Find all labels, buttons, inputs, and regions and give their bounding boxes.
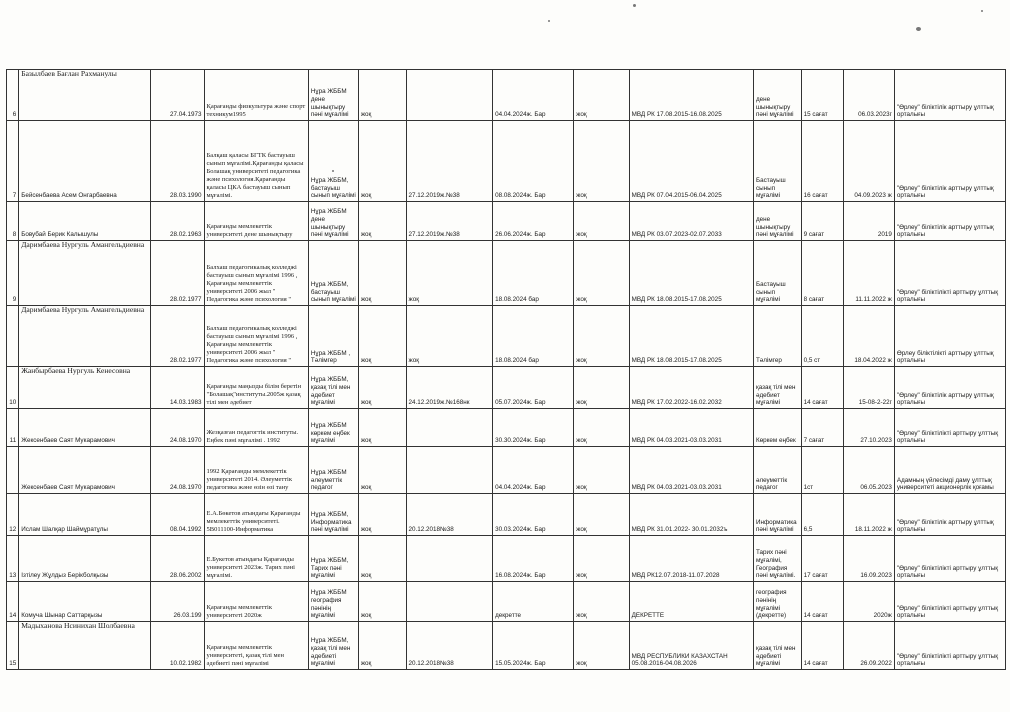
category-cell: жоқ xyxy=(358,70,406,121)
position-cell: Нұра ЖББМ, қазақ тілі мен әдебиеті мұғалімі xyxy=(308,622,358,670)
employee-name-cell xyxy=(19,367,151,409)
employee-name-cell xyxy=(19,582,151,622)
table-row xyxy=(7,306,1006,367)
position-cell: Нұра ЖББМ, бастауыш сынып мұғалімі xyxy=(308,121,358,202)
workload-cell: 9 сағат xyxy=(801,202,843,241)
employee-name-top: Даримбаева Нургуль Амангельдиевна xyxy=(21,305,145,314)
employee-name-bottom: Бейсенбаева Асем Онгарбаевна xyxy=(21,192,117,200)
employee-name-bottom: Ізтілеу Жұлдыз Берікболқызы xyxy=(21,572,109,580)
employee-name-cell xyxy=(19,241,151,306)
order-cell xyxy=(406,70,493,121)
category-cell: жоқ xyxy=(358,582,406,622)
police-certificate-cell: МВД РК 18.08.2015-17.08.2025 xyxy=(629,306,753,367)
position-cell: Нұра ЖББМ география пәнінің мұғалімі xyxy=(308,582,358,622)
row-number-cell: 14 xyxy=(7,582,19,622)
workload-cell: 15 сағат xyxy=(801,70,843,121)
training-center-cell: "Өрлеу" біліктілікті арттыру ұлттық орталығы xyxy=(894,622,1005,670)
health-check-cell: 04.04.2024ж. Бар xyxy=(493,70,574,121)
order-cell xyxy=(406,582,493,622)
table-row xyxy=(7,582,1006,622)
conviction-cell: жоқ xyxy=(574,494,630,536)
employee-name-bottom: Бовубай Берик Калышулы xyxy=(21,231,99,239)
employee-name-bottom: Жексенбаев Саят Мукарамович xyxy=(21,437,115,445)
order-cell: 20.12.2018№38 xyxy=(406,494,493,536)
education-cell: Е.Букетов атындағы Қарағанды университеті 2023ж. Тарих пәні мұғалімі. xyxy=(204,536,308,582)
education-cell: Балхаш педагогикалық колледжі бастауыш сынып мұғалімі 1996 , Қарағанды мемлекеттік университеті 2006 жыл " Педагогика және психология " xyxy=(204,306,308,367)
health-check-cell: 18.08.2024 бар xyxy=(493,241,574,306)
training-center-cell: "Өрлеу" біліктілікті арттыру ұлттық орталығы xyxy=(894,536,1005,582)
birth-date-cell: 28.02.1977 xyxy=(151,306,204,367)
scan-speck xyxy=(633,4,636,7)
category-cell: жоқ xyxy=(358,121,406,202)
subject-cell: Көркем еңбек xyxy=(753,409,801,447)
training-center-cell: "Өрлеу" біліктілікті арттыру ұлттық орталығы xyxy=(894,409,1005,447)
training-center-cell: "Өрлеу" біліктілік арттыру ұлттық орталығы xyxy=(894,121,1005,202)
position-cell: Нұра ЖББМ, Информатика пәні мұғалімі xyxy=(308,494,358,536)
row-number-cell: 12 xyxy=(7,494,19,536)
training-date-cell: 15-08-2-22г xyxy=(843,367,894,409)
birth-date-cell: 24.08.1970 xyxy=(151,409,204,447)
table-row xyxy=(7,241,1006,306)
subject-cell: Тәлімгер xyxy=(753,306,801,367)
police-certificate-cell: МВД РК12.07.2018-11.07.2028 xyxy=(629,536,753,582)
training-date-cell: 18.11.2022 ж xyxy=(843,494,894,536)
workload-cell: 14 сағат xyxy=(801,367,843,409)
position-cell: Нұра ЖББМ, қазақ тілі мен әдебиет мұғалімі xyxy=(308,367,358,409)
training-date-cell: 16.09.2023 xyxy=(843,536,894,582)
table-row xyxy=(7,536,1006,582)
category-cell: жоқ xyxy=(358,241,406,306)
order-cell: 27.12.2019ж.№38 xyxy=(406,202,493,241)
health-check-cell: 30.30.2024ж. Бар xyxy=(493,409,574,447)
training-center-cell: "Өрлеу" біліктілік арттыру ұлттық орталығы xyxy=(894,494,1005,536)
workload-cell: 0,5 ст xyxy=(801,306,843,367)
table-row xyxy=(7,622,1006,670)
training-center-cell: Адамның үйлесімді даму ұлттық университеті акционерлік қоғамы xyxy=(894,447,1005,494)
training-date-cell: 04.09.2023 ж xyxy=(843,121,894,202)
birth-date-cell: 26.03.199 xyxy=(151,582,204,622)
staff-table xyxy=(6,69,1006,670)
education-cell: Балхаш педагогикалық колледжі бастауыш сынып мұғалімі 1996 , Қарағанды мемлекеттік университеті 2006 жыл " Педагогика және психология " xyxy=(204,241,308,306)
employee-name-top: Базылбаев Бағлан Рахманулы xyxy=(21,69,117,78)
category-cell: жоқ xyxy=(358,409,406,447)
training-center-cell: "Өрлеу" біліктілік арттыру ұлттық орталығы xyxy=(894,202,1005,241)
position-cell: Нұра ЖББМ, бастауыш сынып мұғалімі xyxy=(308,241,358,306)
position-cell: Нұра ЖББМ дене шынықтыру пәні мұғалімі xyxy=(308,70,358,121)
row-number-cell: 11 xyxy=(7,409,19,447)
employee-name-cell xyxy=(19,494,151,536)
table-row xyxy=(7,121,1006,202)
scan-speck xyxy=(916,27,921,31)
subject-cell: география пәнінің мұғалімі (декретте) xyxy=(753,582,801,622)
training-date-cell: 11.11.2022 ж xyxy=(843,241,894,306)
table-row xyxy=(7,367,1006,409)
birth-date-cell: 28.02.1977 xyxy=(151,241,204,306)
police-certificate-cell: ДЕКРЕТТЕ xyxy=(629,582,753,622)
birth-date-cell: 14.03.1983 xyxy=(151,367,204,409)
health-check-cell: 04.04.2024ж. Бар xyxy=(493,447,574,494)
order-cell: 20.12.2018№38 xyxy=(406,622,493,670)
workload-cell: 16 сағат xyxy=(801,121,843,202)
order-cell: жоқ xyxy=(406,306,493,367)
conviction-cell: жоқ xyxy=(574,536,630,582)
conviction-cell: жоқ xyxy=(574,70,630,121)
health-check-cell: декретте xyxy=(493,582,574,622)
employee-name-cell xyxy=(19,409,151,447)
education-cell: Қарағанды маңызды білім беретін "Болашақ"институты.2005ж қазақ тілі мен әдебиет xyxy=(204,367,308,409)
training-date-cell: 27.10.2023 xyxy=(843,409,894,447)
category-cell: жоқ xyxy=(358,306,406,367)
subject-cell: қазақ тілі мен әдебиет мұғалімі xyxy=(753,367,801,409)
row-number-cell: 7 xyxy=(7,121,19,202)
conviction-cell: жоқ xyxy=(574,447,630,494)
row-number-cell xyxy=(7,306,19,367)
workload-cell: 14 сағат xyxy=(801,622,843,670)
position-cell: Нұра ЖББМ көркем еңбек мұғалімі xyxy=(308,409,358,447)
row-number-cell xyxy=(7,447,19,494)
subject-cell: әлеуметтік педагог xyxy=(753,447,801,494)
health-check-cell: 30.03.2024ж. Бар xyxy=(493,494,574,536)
employee-name-top: Жанбырбаева Нургуль Кенесовна xyxy=(21,366,131,375)
table-row xyxy=(7,202,1006,241)
row-number-cell: 8 xyxy=(7,202,19,241)
subject-cell: Бастауыш сынып мұғалімі xyxy=(753,241,801,306)
employee-name-top: Даримбаева Нургуль Амангельдиевна xyxy=(21,240,145,249)
workload-cell: 1ст xyxy=(801,447,843,494)
conviction-cell: жоқ xyxy=(574,622,630,670)
subject-cell: Информатика пәні мұғалімі xyxy=(753,494,801,536)
police-certificate-cell: МВД РК 18.08.2015-17.08.2025 xyxy=(629,241,753,306)
conviction-cell: жоқ xyxy=(574,241,630,306)
conviction-cell: жоқ xyxy=(574,202,630,241)
category-cell: жоқ xyxy=(358,494,406,536)
training-center-cell: "Өрлеу" біліктілік арттыру ұлттық орталығы xyxy=(894,70,1005,121)
birth-date-cell: 28.02.1963 xyxy=(151,202,204,241)
table-row xyxy=(7,70,1006,121)
workload-cell: 8 сағат xyxy=(801,241,843,306)
scan-speck xyxy=(548,20,550,22)
education-cell: Қарағанды физкультура және спорт техникум1995 xyxy=(204,70,308,121)
position-cell: Нұра ЖББМ әлеуметтік педагог xyxy=(308,447,358,494)
birth-date-cell: 28.03.1990 xyxy=(151,121,204,202)
training-center-cell: Өрлеу біліктілікті арттыру ұлттық орталығы xyxy=(894,306,1005,367)
training-date-cell: 06.03.2023г xyxy=(843,70,894,121)
employee-name-bottom: Комуча Шынар Саттарқызы xyxy=(21,612,103,620)
training-date-cell: 18.04.2022 ж xyxy=(843,306,894,367)
conviction-cell: жоқ xyxy=(574,367,630,409)
row-number-cell: 9 xyxy=(7,241,19,306)
table-row xyxy=(7,409,1006,447)
employee-name-cell xyxy=(19,306,151,367)
police-certificate-cell: МВД РЕСПУБЛИКИ КАЗАХСТАН 05.08.2016-04.08.2026 xyxy=(629,622,753,670)
category-cell: жоқ xyxy=(358,202,406,241)
category-cell: жоқ xyxy=(358,622,406,670)
order-cell: 24.12.2019ж.№168нк xyxy=(406,367,493,409)
order-cell: 27.12.2019ж.№38 xyxy=(406,121,493,202)
police-certificate-cell: МВД РК 03.07.2023-02.07.2033 xyxy=(629,202,753,241)
conviction-cell: жоқ xyxy=(574,121,630,202)
birth-date-cell: 08.04.1992 xyxy=(151,494,204,536)
employee-name-cell xyxy=(19,70,151,121)
education-cell: Жезқазған педагогтік институты. Еңбек пәні мұғалімі . 1992 xyxy=(204,409,308,447)
order-cell: жоқ xyxy=(406,241,493,306)
birth-date-cell: 28.06.2002 xyxy=(151,536,204,582)
employee-name-cell xyxy=(19,447,151,494)
birth-date-cell: 24.08.1970 xyxy=(151,447,204,494)
police-certificate-cell: МВД РК 31.01.2022- 30.01.2032ъ xyxy=(629,494,753,536)
category-cell: жоқ xyxy=(358,536,406,582)
training-date-cell: 26.09.2022 xyxy=(843,622,894,670)
health-check-cell: 05.07.2024ж. Бар xyxy=(493,367,574,409)
order-cell xyxy=(406,447,493,494)
table-row xyxy=(7,494,1006,536)
subject-cell: дене шынықтыру пәні мұғалімі xyxy=(753,202,801,241)
employee-name-bottom: Ислам Шалқар Шаймұратұлы xyxy=(21,526,108,534)
row-number-cell: 15 xyxy=(7,622,19,670)
conviction-cell: жоқ xyxy=(574,582,630,622)
health-check-cell: 18.08.2024 бар xyxy=(493,306,574,367)
health-check-cell: 15.05.2024ж. Бар xyxy=(493,622,574,670)
birth-date-cell: 27.04.1973 xyxy=(151,70,204,121)
health-check-cell: 08.08.2024ж. Бар xyxy=(493,121,574,202)
police-certificate-cell: МВД РК 04.03.2021-03.03.2031 xyxy=(629,409,753,447)
birth-date-cell: 10.02.1982 xyxy=(151,622,204,670)
workload-cell: 7 сағат xyxy=(801,409,843,447)
order-cell xyxy=(406,536,493,582)
training-center-cell: "Өрлеу" біліктілікті арттыру ұлттық орталығы xyxy=(894,241,1005,306)
order-cell xyxy=(406,409,493,447)
education-cell: Қарағанды мемлекеттік университеті дене шынықтыру xyxy=(204,202,308,241)
police-certificate-cell: МВД РК 17.02.2022-16.02.2032 xyxy=(629,367,753,409)
health-check-cell: 16.08.2024ж. Бар xyxy=(493,536,574,582)
employee-name-top: Мадыханова Нсинихан Шолбаевна xyxy=(21,621,135,630)
education-cell: Е.А.Бөкетов атындағы Қарағанды мемлекеттік университеті. 5В011100-Информатика xyxy=(204,494,308,536)
police-certificate-cell: МВД РК 17.08.2015-16.08.2025 xyxy=(629,70,753,121)
subject-cell: Тарих пәні мұғалімі, География пәні мұғалімі. xyxy=(753,536,801,582)
workload-cell: 17 сағат xyxy=(801,536,843,582)
position-cell: Нұра ЖББМ дене шынықтыру пәні мұғалімі xyxy=(308,202,358,241)
scan-speck xyxy=(981,10,983,12)
training-center-cell: "Өрлеу" біліктілікті арттыру ұлттық орталығы xyxy=(894,582,1005,622)
row-number-cell: 6 xyxy=(7,70,19,121)
position-cell: Нұра ЖББМ, Тарих пәні мұғалімі xyxy=(308,536,358,582)
row-number-cell: 10 xyxy=(7,367,19,409)
police-certificate-cell: МВД РК 04.03.2021-03.03.2031 xyxy=(629,447,753,494)
subject-cell: дене шынықтыру пәні мұғалімі xyxy=(753,70,801,121)
position-cell: Нұра ЖББМ , Тәлімгер xyxy=(308,306,358,367)
police-certificate-cell: МВД РК 07.04.2015-06.04.2025 xyxy=(629,121,753,202)
row-number-cell: 13 xyxy=(7,536,19,582)
training-center-cell: "Өрлеу" біліктілік арттыру ұлттық орталығы xyxy=(894,367,1005,409)
education-cell: 1992 Қарағанды мемлекеттік университеті 2014. Әлеуметтік педагогика және өзін өзі тану xyxy=(204,447,308,494)
education-cell: Қарағанды мемлекеттік университеті, қазақ тілі мен әдебиеті пәні мұғалімі xyxy=(204,622,308,670)
conviction-cell: жоқ xyxy=(574,409,630,447)
workload-cell: 6,5 xyxy=(801,494,843,536)
employee-name-cell xyxy=(19,121,151,202)
category-cell: жоқ xyxy=(358,447,406,494)
category-cell: жоқ xyxy=(358,367,406,409)
conviction-cell: жоқ xyxy=(574,306,630,367)
employee-name-cell xyxy=(19,622,151,670)
table-row xyxy=(7,447,1006,494)
education-cell: Балқаш қаласы БГТК бастауыш сынып мұғалімі.Қарағанды қаласы Болашақ университеті педагогика және психология.Қарағанды қаласы ЦКА бастауыш сынып мұғалімі. xyxy=(204,121,308,202)
health-check-cell: 26.06.2024ж. Бар xyxy=(493,202,574,241)
employee-name-cell xyxy=(19,202,151,241)
subject-cell: Бастауыш сынып мұғалімі xyxy=(753,121,801,202)
workload-cell: 14 сағат xyxy=(801,582,843,622)
training-date-cell: 2019 xyxy=(843,202,894,241)
education-cell: Қарағанды мемлекеттік университеті 2020ж xyxy=(204,582,308,622)
subject-cell: қазақ тілі мен әдебиеті мұғалімі xyxy=(753,622,801,670)
training-date-cell: 06.05.2023 xyxy=(843,447,894,494)
employee-name-bottom: Жексенбаев Саят Мукарамович xyxy=(21,484,115,492)
employee-name-cell xyxy=(19,536,151,582)
training-date-cell: 2020ж xyxy=(843,582,894,622)
